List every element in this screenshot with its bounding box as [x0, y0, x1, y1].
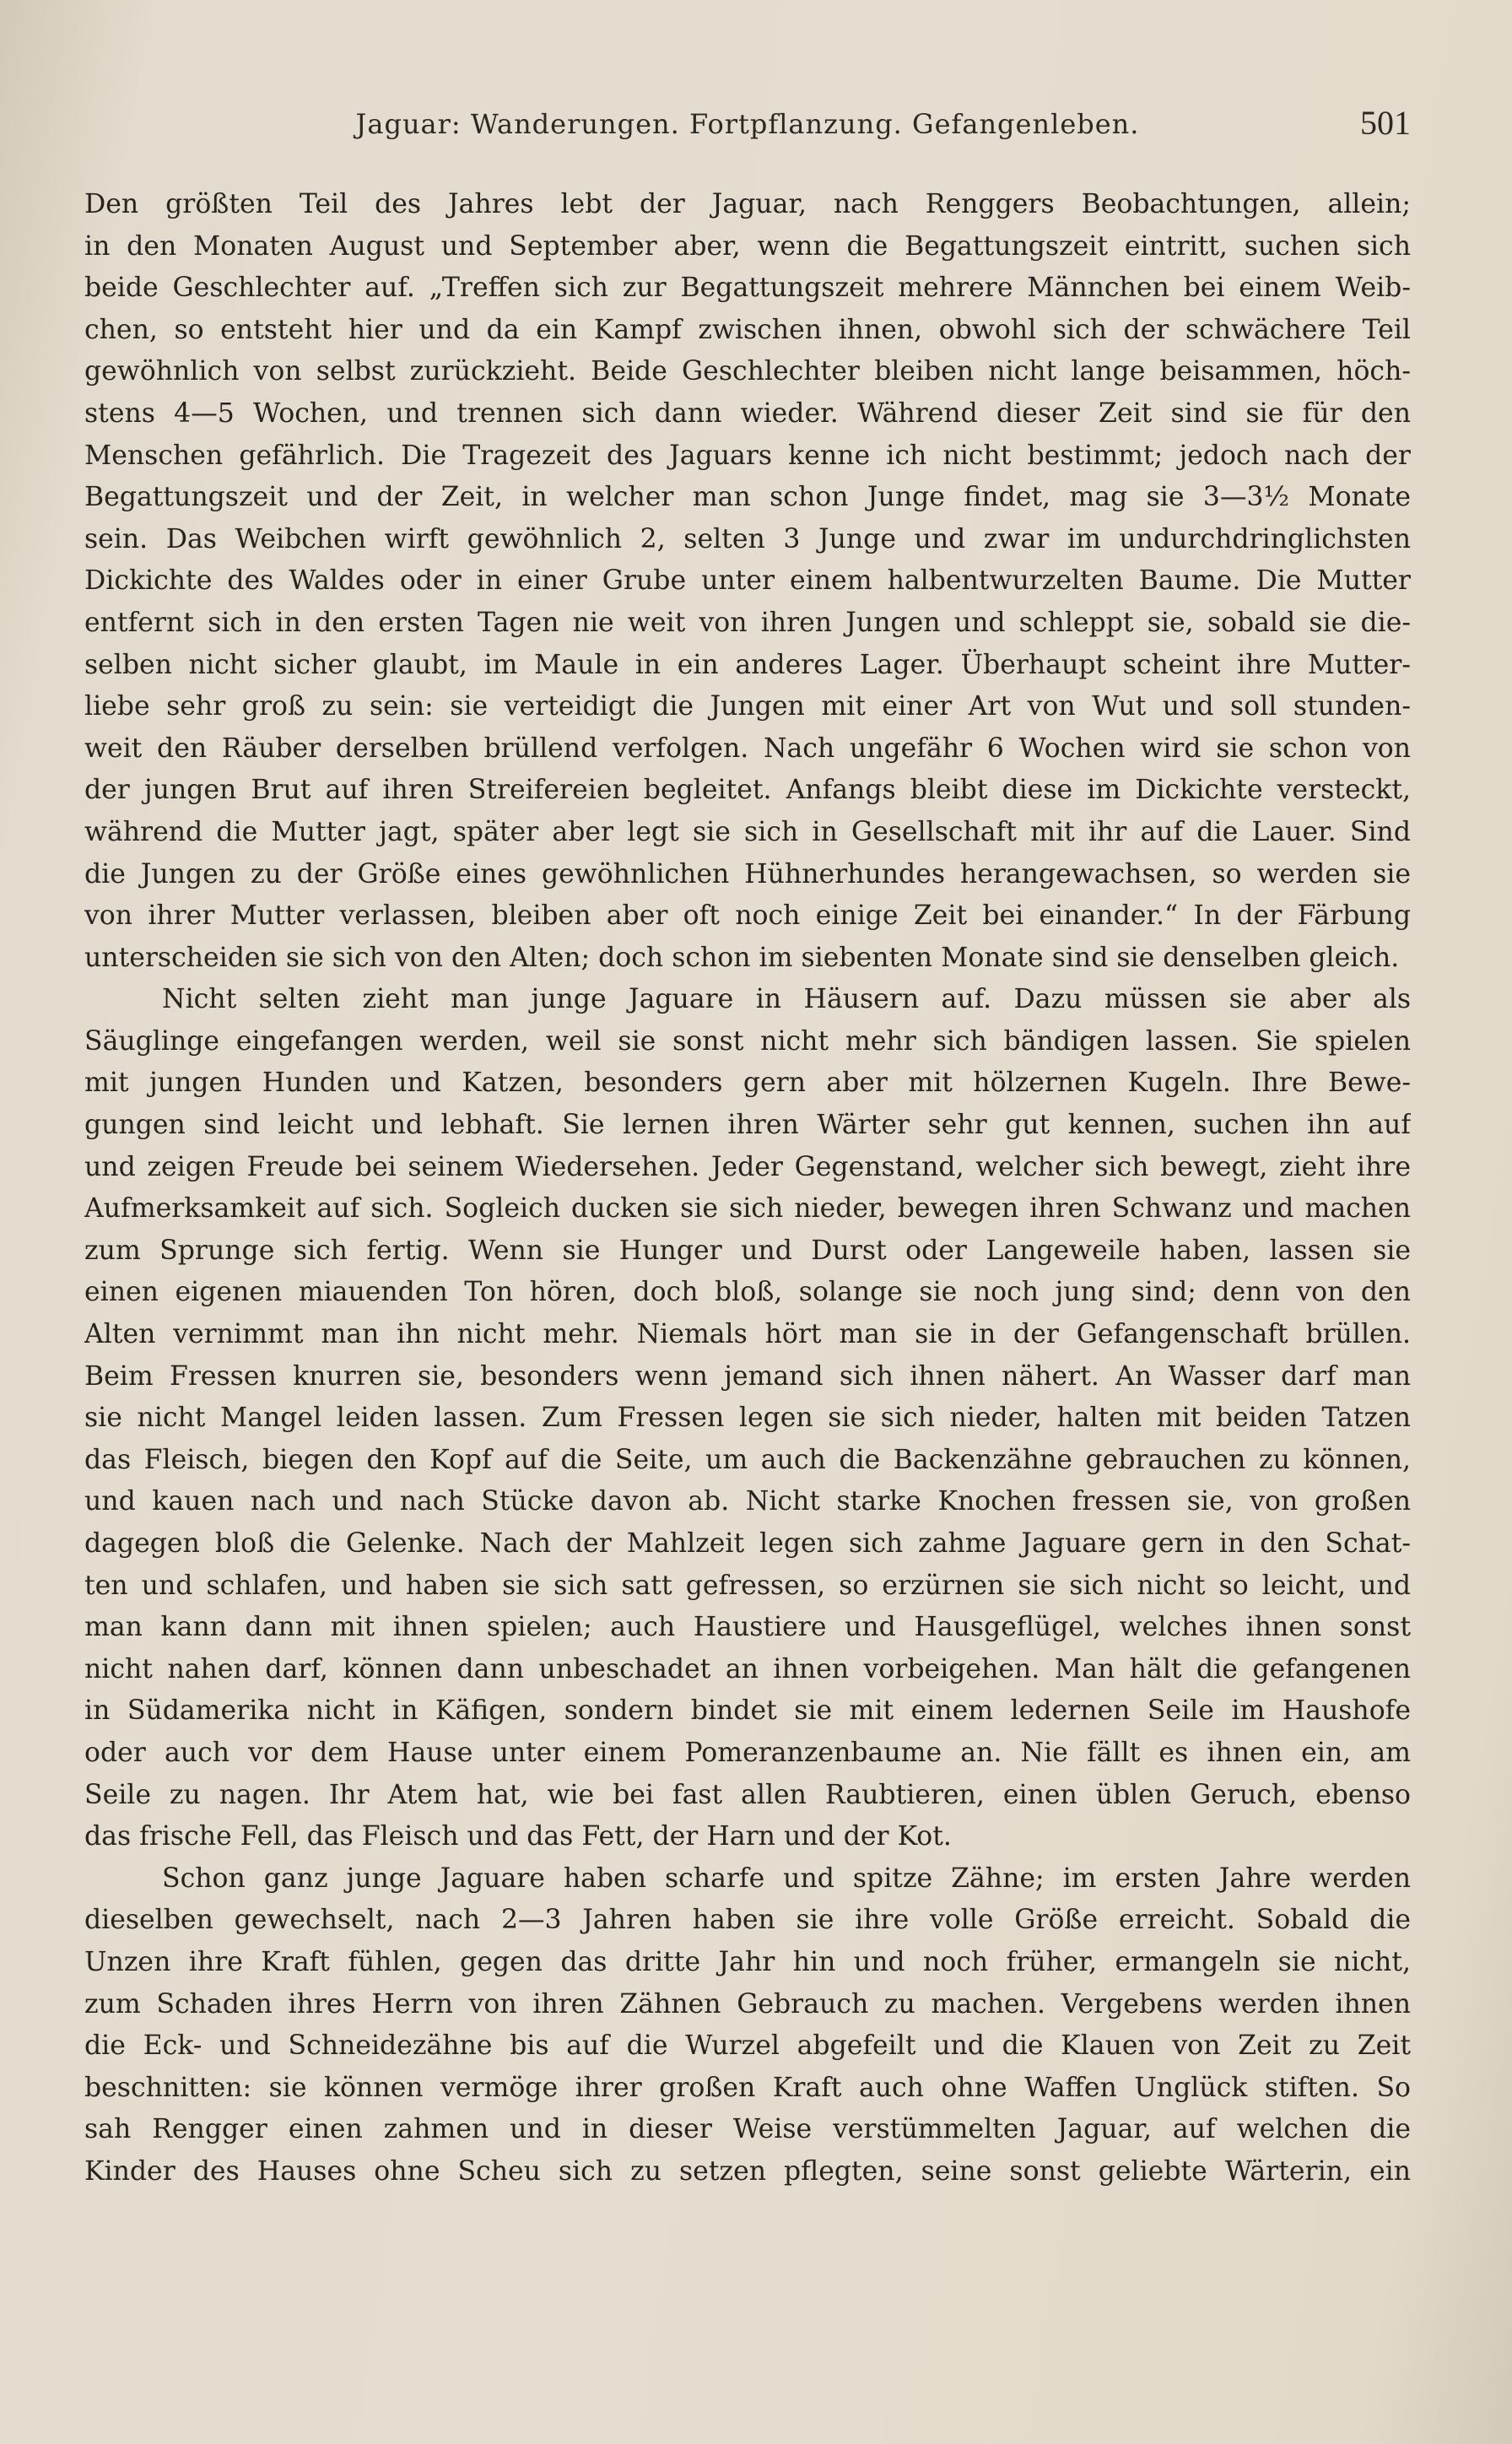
text-line: Aufmerksamkeit auf sich. Sogleich ducken sie sich nieder, bewegen ihren Schwanz und machen — [84, 1193, 1411, 1225]
text-line: unterscheiden sie sich von den Alten; doch schon im siebenten Monate sind sie denselben gleich. — [84, 942, 1400, 973]
text-line: das frische Fell, das Fleisch und das Fett, der Harn und der Kot. — [84, 1821, 952, 1852]
text-line: sein. Das Weibchen wirft gewöhnlich 2, selten 3 Junge und zwar im undurchdringlichsten — [84, 523, 1411, 554]
text-line: zum Sprunge sich fertig. Wenn sie Hunger und Durst oder Langeweile haben, lassen sie — [84, 1235, 1411, 1266]
running-title: Jaguar: Wanderungen. Fortpflanzung. Gefangenleben. — [355, 108, 1140, 140]
text-line: die Jungen zu der Größe eines gewöhnlichen Hühnerhundes herangewachsen, so werden sie — [84, 858, 1411, 889]
body-text — [84, 184, 1411, 2193]
text-line: Dickichte des Waldes oder in einer Grube unter einem halbentwurzelten Baume. Die Mutter — [84, 565, 1411, 597]
page-header — [84, 104, 1411, 167]
text-line: stens 4—5 Wochen, und trennen sich dann wieder. Während dieser Zeit sind sie für den — [84, 397, 1411, 429]
text-line: mit jungen Hunden und Katzen, besonders gern aber mit hölzernen Kugeln. Ihre Bewe- — [84, 1068, 1411, 1099]
text-line: entfernt sich in den ersten Tagen nie weit von ihren Jungen und schleppt sie, sobald sie die- — [84, 607, 1411, 638]
text-line: zum Schaden ihres Herrn von ihren Zähnen Gebrauch zu machen. Vergebens werden ihnen — [84, 1988, 1411, 2020]
text-line: einen eigenen miauenden Ton hören, doch bloß, solange sie noch jung sind; denn von den — [84, 1277, 1411, 1308]
text-line: während die Mutter jagt, später aber legt sie sich in Gesellschaft mit ihr auf die Lauer. Sind — [84, 816, 1411, 847]
text-line: dagegen bloß die Gelenke. Nach der Mahlzeit legen sich zahme Jaguare gern in den Schat- — [84, 1528, 1411, 1559]
text-line: beschnitten: sie können vermöge ihrer großen Kraft auch ohne Waffen Unglück stiften. So — [84, 2072, 1411, 2103]
text-line: beide Geschlechter auf. „Treffen sich zur Begattungszeit mehrere Männchen bei einem Weib- — [84, 273, 1411, 304]
text-line: dieselben gewechselt, nach 2—3 Jahren haben sie ihre volle Größe erreicht. Sobald die — [84, 1905, 1411, 1936]
text-line: und kauen nach und nach Stücke davon ab. Nicht starke Knochen fressen sie, von großen — [84, 1486, 1411, 1517]
text-line: Nicht selten zieht man junge Jaguare in Häusern auf. Dazu müssen sie aber als — [162, 984, 1411, 1015]
text-line: das Fleisch, biegen den Kopf auf die Seite, um auch die Backenzähne gebrauchen zu können, — [84, 1444, 1411, 1475]
text-line: und zeigen Freude bei seinem Wiedersehen. Jeder Gegenstand, welcher sich bewegt, zieht ihre — [84, 1151, 1411, 1182]
text-line: von ihrer Mutter verlassen, bleiben aber oft noch einige Zeit bei einander.“ In der Färbung — [84, 900, 1411, 932]
paragraph — [84, 979, 1411, 1857]
text-line: Menschen gefährlich. Die Tragezeit des Jaguars kenne ich nicht bestimmt; jedoch nach der — [84, 440, 1411, 471]
text-line: Kinder des Hauses ohne Scheu sich zu setzen pflegten, seine sonst geliebte Wärterin, ein — [84, 2155, 1411, 2187]
text-line: Alten vernimmt man ihn nicht mehr. Niemals hört man sie in der Gefangenschaft brüllen. — [84, 1319, 1411, 1350]
text-line: ten und schlafen, und haben sie sich satt gefressen, so erzürnen sie sich nicht so leicht, und — [84, 1570, 1411, 1601]
text-line: in Südamerika nicht in Käfigen, sondern bindet sie mit einem ledernen Seile im Haushofe — [84, 1695, 1411, 1727]
text-line: liebe sehr groß zu sein: sie verteidigt die Jungen mit einer Art von Wut und soll stunden- — [84, 691, 1411, 722]
text-line: die Eck- und Schneidezähne bis auf die Wurzel abgefeilt und die Klauen von Zeit zu Zeit — [84, 2030, 1411, 2062]
text-line: gungen sind leicht und lebhaft. Sie lernen ihren Wärter sehr gut kennen, suchen ihn auf — [84, 1110, 1411, 1141]
text-line: Schon ganz junge Jaguare haben scharfe und spitze Zähne; im ersten Jahre werden — [162, 1863, 1411, 1894]
text-line: oder auch vor dem Hause unter einem Pomeranzenbaume an. Nie fällt es ihnen ein, am — [84, 1737, 1411, 1768]
text-line: Beim Fressen knurren sie, besonders wenn jemand sich ihnen nähert. An Wasser darf man — [84, 1360, 1411, 1392]
text-line: sah Rengger einen zahmen und in dieser Weise verstümmelten Jaguar, auf welchen die — [84, 2114, 1411, 2145]
text-line: nicht nahen darf, können dann unbeschadet an ihnen vorbeigehen. Man hält die gefangenen — [84, 1653, 1411, 1684]
text-line: Begattungszeit und der Zeit, in welcher man schon Junge findet, mag sie 3—3½ Monate — [84, 482, 1411, 513]
text-line: Den größten Teil des Jahres lebt der Jaguar, nach Renggers Beobachtungen, allein; — [84, 189, 1411, 219]
paragraph — [84, 1858, 1411, 2193]
text-line: chen, so entsteht hier und da ein Kampf zwischen ihnen, obwohl sich der schwächere Teil — [84, 314, 1411, 345]
text-line: weit den Räuber derselben brüllend verfolgen. Nach ungefähr 6 Wochen wird sie schon von — [84, 733, 1411, 764]
paragraph — [84, 184, 1411, 979]
text-line: gewöhnlich von selbst zurückzieht. Beide Geschlechter bleiben nicht lange beisammen, höch- — [84, 356, 1411, 387]
page-number: 501 — [1360, 104, 1411, 142]
text-line: sie nicht Mangel leiden lassen. Zum Fressen legen sie sich nieder, halten mit beiden Tatzen — [84, 1403, 1411, 1434]
text-line: der jungen Brut auf ihren Streifereien begleitet. Anfangs bleibt diese im Dickichte versteckt, — [84, 775, 1411, 806]
text-line: in den Monaten August und September aber, wenn die Begattungszeit eintritt, suchen sich — [84, 230, 1411, 262]
text-line: Unzen ihre Kraft fühlen, gegen das dritte Jahr hin und noch früher, ermangeln sie nicht, — [84, 1946, 1411, 1977]
text-line: selben nicht sicher glaubt, im Maule in ein anderes Lager. Überhaupt scheint ihre Mutter- — [84, 649, 1411, 680]
text-line: Säuglinge eingefangen werden, weil sie sonst nicht mehr sich bändigen lassen. Sie spielen — [84, 1025, 1411, 1057]
text-line: man kann dann mit ihnen spielen; auch Haustiere und Hausgeflügel, welches ihnen sonst — [84, 1612, 1411, 1643]
text-line: Seile zu nagen. Ihr Atem hat, wie bei fast allen Raubtieren, einen üblen Geruch, ebenso — [84, 1779, 1411, 1810]
